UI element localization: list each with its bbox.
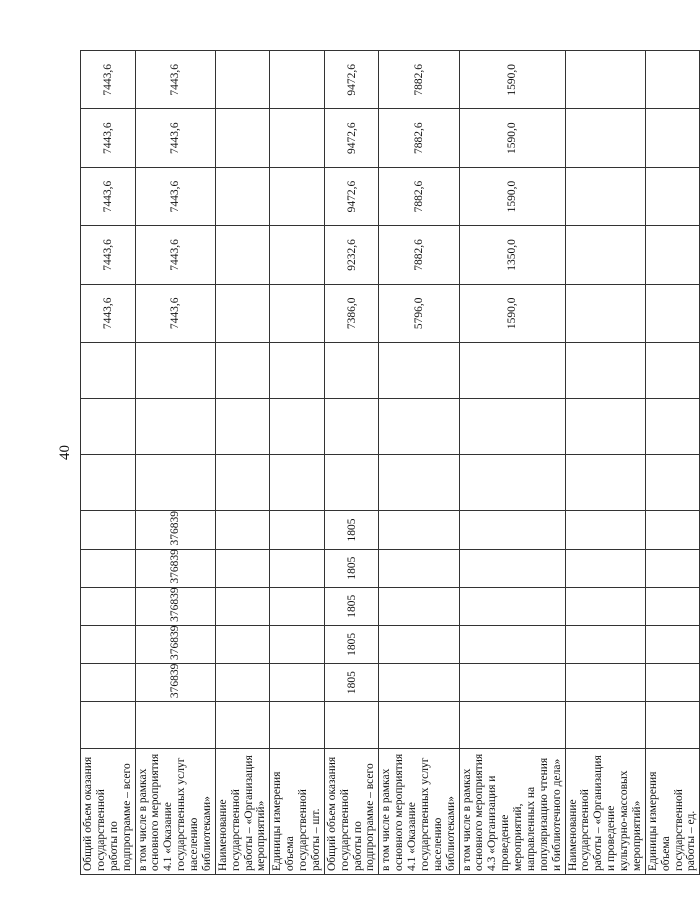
table-cell [565,511,645,549]
table-cell [379,663,459,701]
table-cell [81,625,136,663]
table-cell [459,587,565,625]
table-cell [270,663,325,701]
table-cell: 1805 [324,587,379,625]
table-cell: 376839 [135,549,215,587]
table-cell [324,342,379,398]
rotated-table-container [80,50,698,875]
table-cell [270,702,325,749]
table-cell [81,702,136,749]
table-cell: 376839 [135,511,215,549]
table-cell [215,587,270,625]
table-row [565,51,645,875]
table-cell: 1590,0 [459,51,565,109]
table-cell [645,663,700,701]
table-row [215,51,270,875]
table-cell [565,399,645,455]
table-row [459,51,565,875]
row-label: в том числе в рамках основного мероприятия 4.1 «Оказание государственных услуг населению библиотеками» [135,749,215,875]
table-row [324,51,379,875]
table-cell [645,511,700,549]
table-cell [270,226,325,284]
table-cell [270,455,325,511]
table-cell [270,587,325,625]
table-cell [565,109,645,167]
table-cell: 1805 [324,625,379,663]
table-cell [459,702,565,749]
table-cell [81,399,136,455]
row-label: Наименование государственной работы – «Организация и проведение культурно-массовых мероприятий» [565,749,645,875]
table-cell [324,455,379,511]
row-label: в том числе в рамках основного мероприятия 4.3 «Организация и проведение мероприятий, направленных на популяризацию чтения и библиотечного дела» [459,749,565,875]
table-cell [645,587,700,625]
table-cell [81,342,136,398]
table-cell: 5796,0 [379,284,459,342]
table-cell [565,455,645,511]
table-cell [324,702,379,749]
table-cell: 7882,6 [379,226,459,284]
table-cell [81,549,136,587]
table-row [379,51,459,875]
table-cell: 1805 [324,549,379,587]
table-cell [459,511,565,549]
row-label: Единицы измерения объема государственной работы – ед. [645,749,700,875]
table-cell [565,663,645,701]
table-cell: 7443,6 [81,226,136,284]
table-cell: 7882,6 [379,51,459,109]
table-cell: 1350,0 [459,226,565,284]
table-cell [215,399,270,455]
row-label: Наименование государственной работы – «Организация мероприятий» [215,749,270,875]
table-cell [215,663,270,701]
table-cell [565,549,645,587]
table-cell: 7443,6 [135,284,215,342]
table-cell [135,702,215,749]
table-cell [379,549,459,587]
table-cell [645,51,700,109]
table-cell [215,342,270,398]
table-cell [324,399,379,455]
table-cell: 7443,6 [135,51,215,109]
table-cell [379,399,459,455]
table-cell: 9472,6 [324,167,379,225]
table-cell [270,511,325,549]
table-cell [81,511,136,549]
row-label: в том числе в рамках основного мероприятия 4.1 «Оказание государственных услуг населению библиотеками» [379,749,459,875]
table-cell [270,109,325,167]
table-cell: 7443,6 [81,284,136,342]
table-row [645,51,700,875]
table-cell [645,342,700,398]
table-cell [459,342,565,398]
table-cell: 7882,6 [379,109,459,167]
table-cell [565,284,645,342]
table-cell: 7443,6 [81,51,136,109]
table-cell [565,51,645,109]
table-cell [215,511,270,549]
table-cell [565,342,645,398]
table-cell: 1590,0 [459,109,565,167]
table-cell [135,342,215,398]
table-cell: 7882,6 [379,167,459,225]
table-cell: 1590,0 [459,284,565,342]
table-cell [379,587,459,625]
row-label: Общий объем оказания государственной работы по подпрограмме – всего [81,749,136,875]
table-cell [215,109,270,167]
table-cell [645,399,700,455]
table-cell [215,625,270,663]
table-cell: 7443,6 [135,109,215,167]
table-cell [270,625,325,663]
table-cell [81,587,136,625]
table-cell [270,399,325,455]
table-cell [379,702,459,749]
table-cell: 7443,6 [81,167,136,225]
table-cell [645,549,700,587]
table-cell [215,284,270,342]
table-cell [645,109,700,167]
table-cell [215,702,270,749]
table-cell: 9472,6 [324,109,379,167]
table-cell [215,549,270,587]
table-cell [135,455,215,511]
row-label: Общий объем оказания государственной работы по подпрограмме – всего [324,749,379,875]
table-cell [270,549,325,587]
table-cell [215,167,270,225]
table-cell: 9472,6 [324,51,379,109]
table-cell [565,702,645,749]
table-cell [459,455,565,511]
table-cell: 376839 [135,625,215,663]
table-cell [645,625,700,663]
table-cell [565,167,645,225]
table-cell [565,587,645,625]
table-row [270,51,325,875]
table-cell: 1805 [324,511,379,549]
table-cell [459,625,565,663]
table-cell [215,226,270,284]
table-cell [215,455,270,511]
table-cell [565,625,645,663]
table-cell [270,167,325,225]
table-cell [270,51,325,109]
table-cell [215,51,270,109]
table-cell [645,284,700,342]
table-cell [379,455,459,511]
table-cell [645,226,700,284]
table-cell [459,663,565,701]
table-cell [379,511,459,549]
table-cell: 376839 [135,663,215,701]
page-number: 40 [57,445,73,460]
table-cell [459,399,565,455]
table-cell: 9232,6 [324,226,379,284]
row-label: Единицы измерения объема государственной работы – шт. [270,749,325,875]
table-cell [135,399,215,455]
table-cell [81,455,136,511]
table-cell [645,167,700,225]
table-cell: 7443,6 [135,226,215,284]
table-cell: 7386,0 [324,284,379,342]
table-cell: 7443,6 [135,167,215,225]
table-cell: 376839 [135,587,215,625]
table-cell [379,342,459,398]
table-cell [645,702,700,749]
table-cell: 1590,0 [459,167,565,225]
data-table [80,50,700,875]
table-cell [379,625,459,663]
table-cell [565,226,645,284]
table-cell [270,342,325,398]
table-cell [81,663,136,701]
table-row [135,51,215,875]
table-cell: 7443,6 [81,109,136,167]
table-cell [645,455,700,511]
table-row [81,51,136,875]
table-cell [270,284,325,342]
table-cell [459,549,565,587]
table-cell: 1805 [324,663,379,701]
